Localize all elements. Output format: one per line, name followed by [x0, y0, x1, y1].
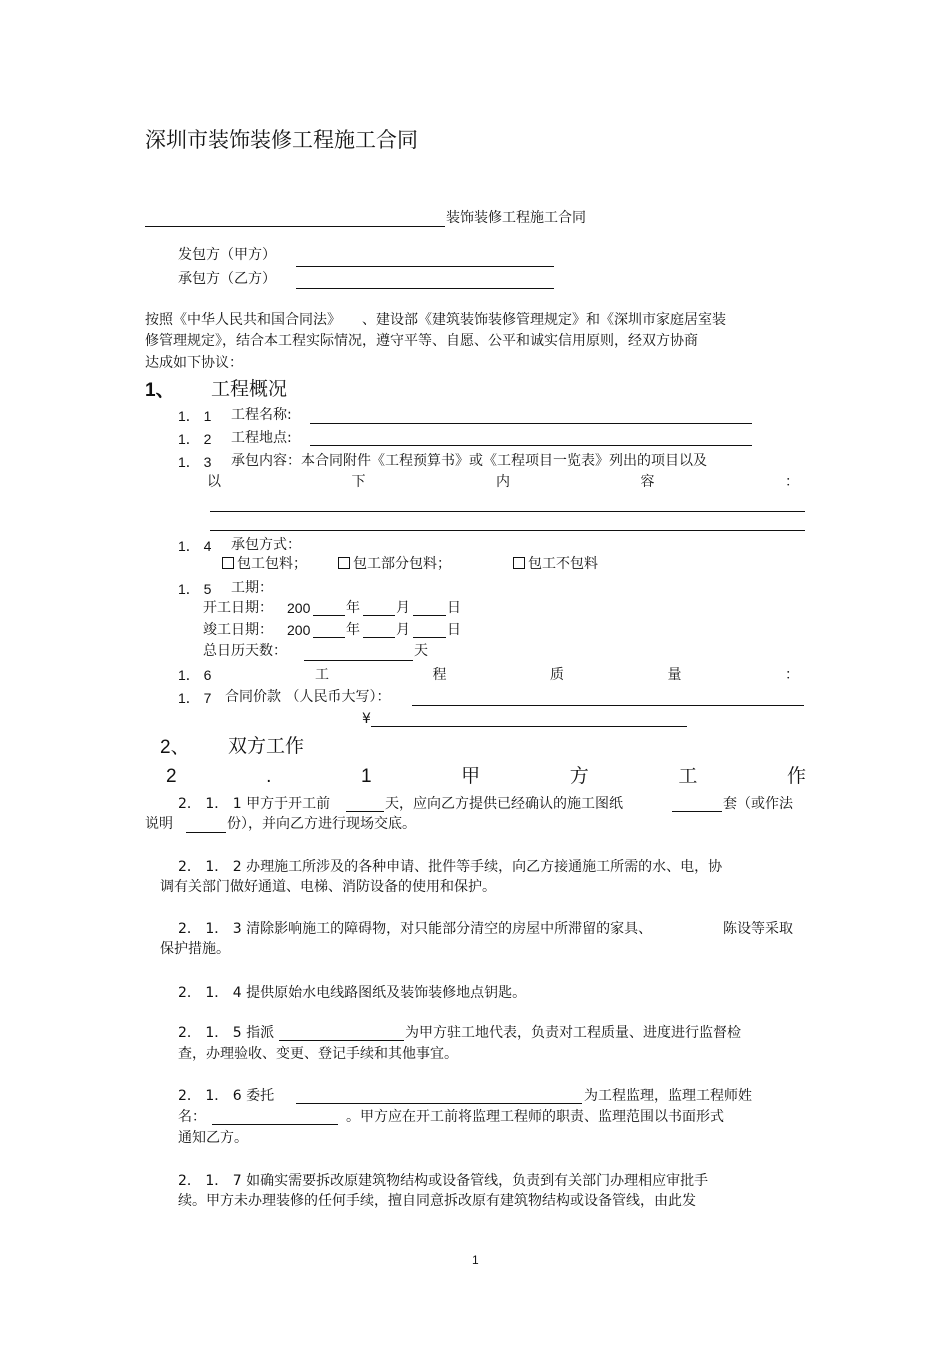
end-date-label: 竣工日期： [203, 622, 273, 638]
total-days-blank [304, 660, 413, 661]
item-1-3-text: 承包内容：本合同附件《工程预算书》或《工程项目一览表》列出的项目以及 [231, 453, 707, 469]
scope-blank-1 [210, 511, 805, 512]
quality-char: 工 [314, 667, 329, 683]
clause-2-1-6-start: 2． 1． 6 委托 [178, 1088, 275, 1104]
start-day-blank [413, 615, 446, 616]
item-1-3-continuation [207, 475, 799, 489]
quality-char: 量 [667, 667, 682, 683]
clause-2-1-1-line2-start: 说明 [145, 816, 173, 832]
checkbox-icon[interactable] [338, 557, 350, 569]
clause-2-1-1-end: 套（或作法 [723, 796, 793, 812]
subsection-2-1-heading [166, 767, 806, 786]
party-b-blank [296, 288, 554, 289]
supervisor-name-blank [212, 1124, 338, 1125]
heading-char: . [266, 766, 272, 787]
scope-blank-2 [210, 530, 805, 531]
year-char: 年 [346, 622, 360, 638]
heading-char: 甲 [461, 765, 481, 787]
intro-line-2: 修管理规定》，结合本工程实际情况，遵守平等、自愿、公平和诚实信用原则，经双方协商 [145, 333, 698, 349]
item-1-7-label: 合同价款 （人民币大写）： [225, 689, 391, 705]
clause-2-1-1-start: 2． 1． 1 甲方于开工前 [178, 796, 331, 812]
end-day-blank [413, 637, 446, 638]
option-labor-and-materials[interactable] [222, 557, 307, 571]
end-year-prefix: 200 [287, 622, 311, 638]
clause-2-1-7-line1: 2． 1． 7 如确实需要拆改原建筑物结构或设备管线，负责到有关部门办理相应审批手 [178, 1173, 709, 1189]
clause-2-1-6-end: 为工程监理，监理工程师姓 [584, 1088, 752, 1104]
clause-2-1-5-line2: 查，办理验收、变更、登记手续和其他事宜。 [178, 1046, 458, 1062]
item-1-4-number: 1． 4 [178, 538, 212, 554]
end-year-blank [313, 637, 345, 638]
intro-line-3: 达成如下协议： [145, 355, 243, 371]
cont-char: 内 [496, 474, 510, 490]
clause-2-1-2-line2: 调有关部门做好通道、电梯、消防设备的使用和保护。 [160, 879, 496, 895]
cont-char: 以 [207, 474, 221, 490]
party-a-blank [296, 266, 554, 267]
option-label: 包工包料； [237, 556, 307, 572]
item-1-1-label: 工程名称: [231, 407, 292, 423]
clause-2-1-6-name-label: 名： [178, 1109, 206, 1125]
checkbox-icon[interactable] [513, 557, 525, 569]
quality-char: 质 [549, 667, 564, 683]
day-char: 日 [447, 600, 461, 616]
start-date-label: 开工日期： [203, 600, 273, 616]
end-month-blank [363, 637, 395, 638]
page-title: 深圳市装饰装修工程施工合同 [145, 128, 418, 152]
project-name-blank [310, 423, 752, 424]
site-representative-blank [279, 1040, 404, 1041]
cont-char: 容 [640, 474, 655, 490]
clause-2-1-4: 2． 1． 4 提供原始水电线路图纸及装饰装修地点钥匙。 [178, 985, 527, 1001]
clause-2-1-6-line3: 通知乙方。 [178, 1130, 248, 1146]
clause-2-1-1-middle: 天，应向乙方提供已经确认的施工图纸 [385, 796, 623, 812]
heading-char: 作 [786, 765, 806, 787]
heading-char: 1 [361, 766, 372, 787]
option-labor-only[interactable] [513, 557, 598, 571]
day-char: 日 [447, 622, 461, 638]
month-char: 月 [396, 622, 410, 638]
copies-blank [186, 832, 226, 833]
blank-project-name-line [145, 226, 445, 227]
start-year-prefix: 200 [287, 600, 311, 616]
project-location-blank [310, 445, 752, 446]
start-year-blank [313, 615, 345, 616]
days-blank [346, 811, 384, 812]
section-1-title: 工程概况 [211, 378, 288, 400]
item-1-2-number: 1． 2 [178, 431, 212, 447]
option-label: 包工不包料 [528, 556, 598, 572]
checkbox-icon[interactable] [222, 557, 234, 569]
option-partial-materials[interactable] [338, 557, 451, 571]
item-1-7-number: 1． 7 [178, 690, 212, 706]
item-1-4-label: 承包方式： [231, 537, 301, 553]
page-number: 1 [472, 1253, 479, 1267]
clause-2-1-5-start: 2． 1． 5 指派 [178, 1025, 275, 1041]
item-1-5-label: 工期： [231, 580, 273, 596]
heading-char: 方 [569, 765, 589, 787]
clause-2-1-2-line1: 2． 1． 2 办理施工所涉及的各种申请、批件等手续，向乙方接通施工所需的水、电，协 [178, 859, 723, 875]
clause-2-1-3-line1: 2． 1． 3 清除影响施工的障碍物，对只能部分清空的房屋中所滞留的家具、 [178, 921, 653, 937]
month-char: 月 [396, 600, 410, 616]
contract-price-number-blank [371, 726, 687, 727]
quality-colon: ： [784, 667, 799, 683]
clause-2-1-1-line2-end: 份），并向乙方进行现场交底。 [227, 816, 416, 832]
year-char: 年 [346, 600, 360, 616]
item-1-6-row [178, 668, 799, 682]
item-1-5-number: 1． 5 [178, 581, 212, 597]
clause-2-1-7-line2: 续。甲方未办理装修的任何手续，擅自同意拆改原有建筑物结构或设备管线，由此发 [178, 1193, 696, 1209]
clause-2-1-3-line2: 保护措施。 [160, 941, 230, 957]
cont-char: ： [785, 474, 799, 490]
section-2-title: 双方工作 [228, 735, 305, 757]
contract-price-words-blank [412, 705, 804, 706]
section-2-number: 2、 [160, 737, 190, 758]
intro-line-1: 按照《中华人民共和国合同法》 、建设部《建筑装饰装修管理规定》和《深圳市家庭居室装 [145, 312, 726, 328]
item-1-6-number: 1． 6 [178, 667, 212, 683]
party-a-label: 发包方（甲方） [178, 247, 276, 263]
clause-2-1-3-line1-end: 陈设等采取 [723, 921, 793, 937]
heading-char: 2 [166, 766, 177, 787]
item-1-3-number: 1． 3 [178, 454, 212, 470]
item-1-2-label: 工程地点: [231, 430, 292, 446]
total-days-label: 总日历天数： [203, 643, 287, 659]
section-1-number: 1、 [145, 380, 175, 401]
clause-2-1-5-end: 为甲方驻工地代表，负责对工程质量、进度进行监督检 [405, 1025, 741, 1041]
cont-char: 下 [351, 474, 366, 490]
supervisor-company-blank [296, 1103, 582, 1104]
clause-2-1-6-line2: 。甲方应在开工前将监理工程师的职责、监理范围以书面形式 [346, 1109, 724, 1125]
days-char: 天 [414, 643, 428, 659]
item-1-1-number: 1． 1 [178, 408, 212, 424]
drawing-sets-blank [672, 811, 722, 812]
heading-char: 工 [678, 765, 698, 787]
quality-char: 程 [432, 667, 447, 683]
party-b-label: 承包方（乙方） [178, 271, 276, 287]
option-label: 包工部分包料； [353, 556, 451, 572]
yen-sign: ¥ [362, 711, 371, 727]
subtitle: 装饰装修工程施工合同 [446, 210, 586, 226]
start-month-blank [363, 615, 395, 616]
